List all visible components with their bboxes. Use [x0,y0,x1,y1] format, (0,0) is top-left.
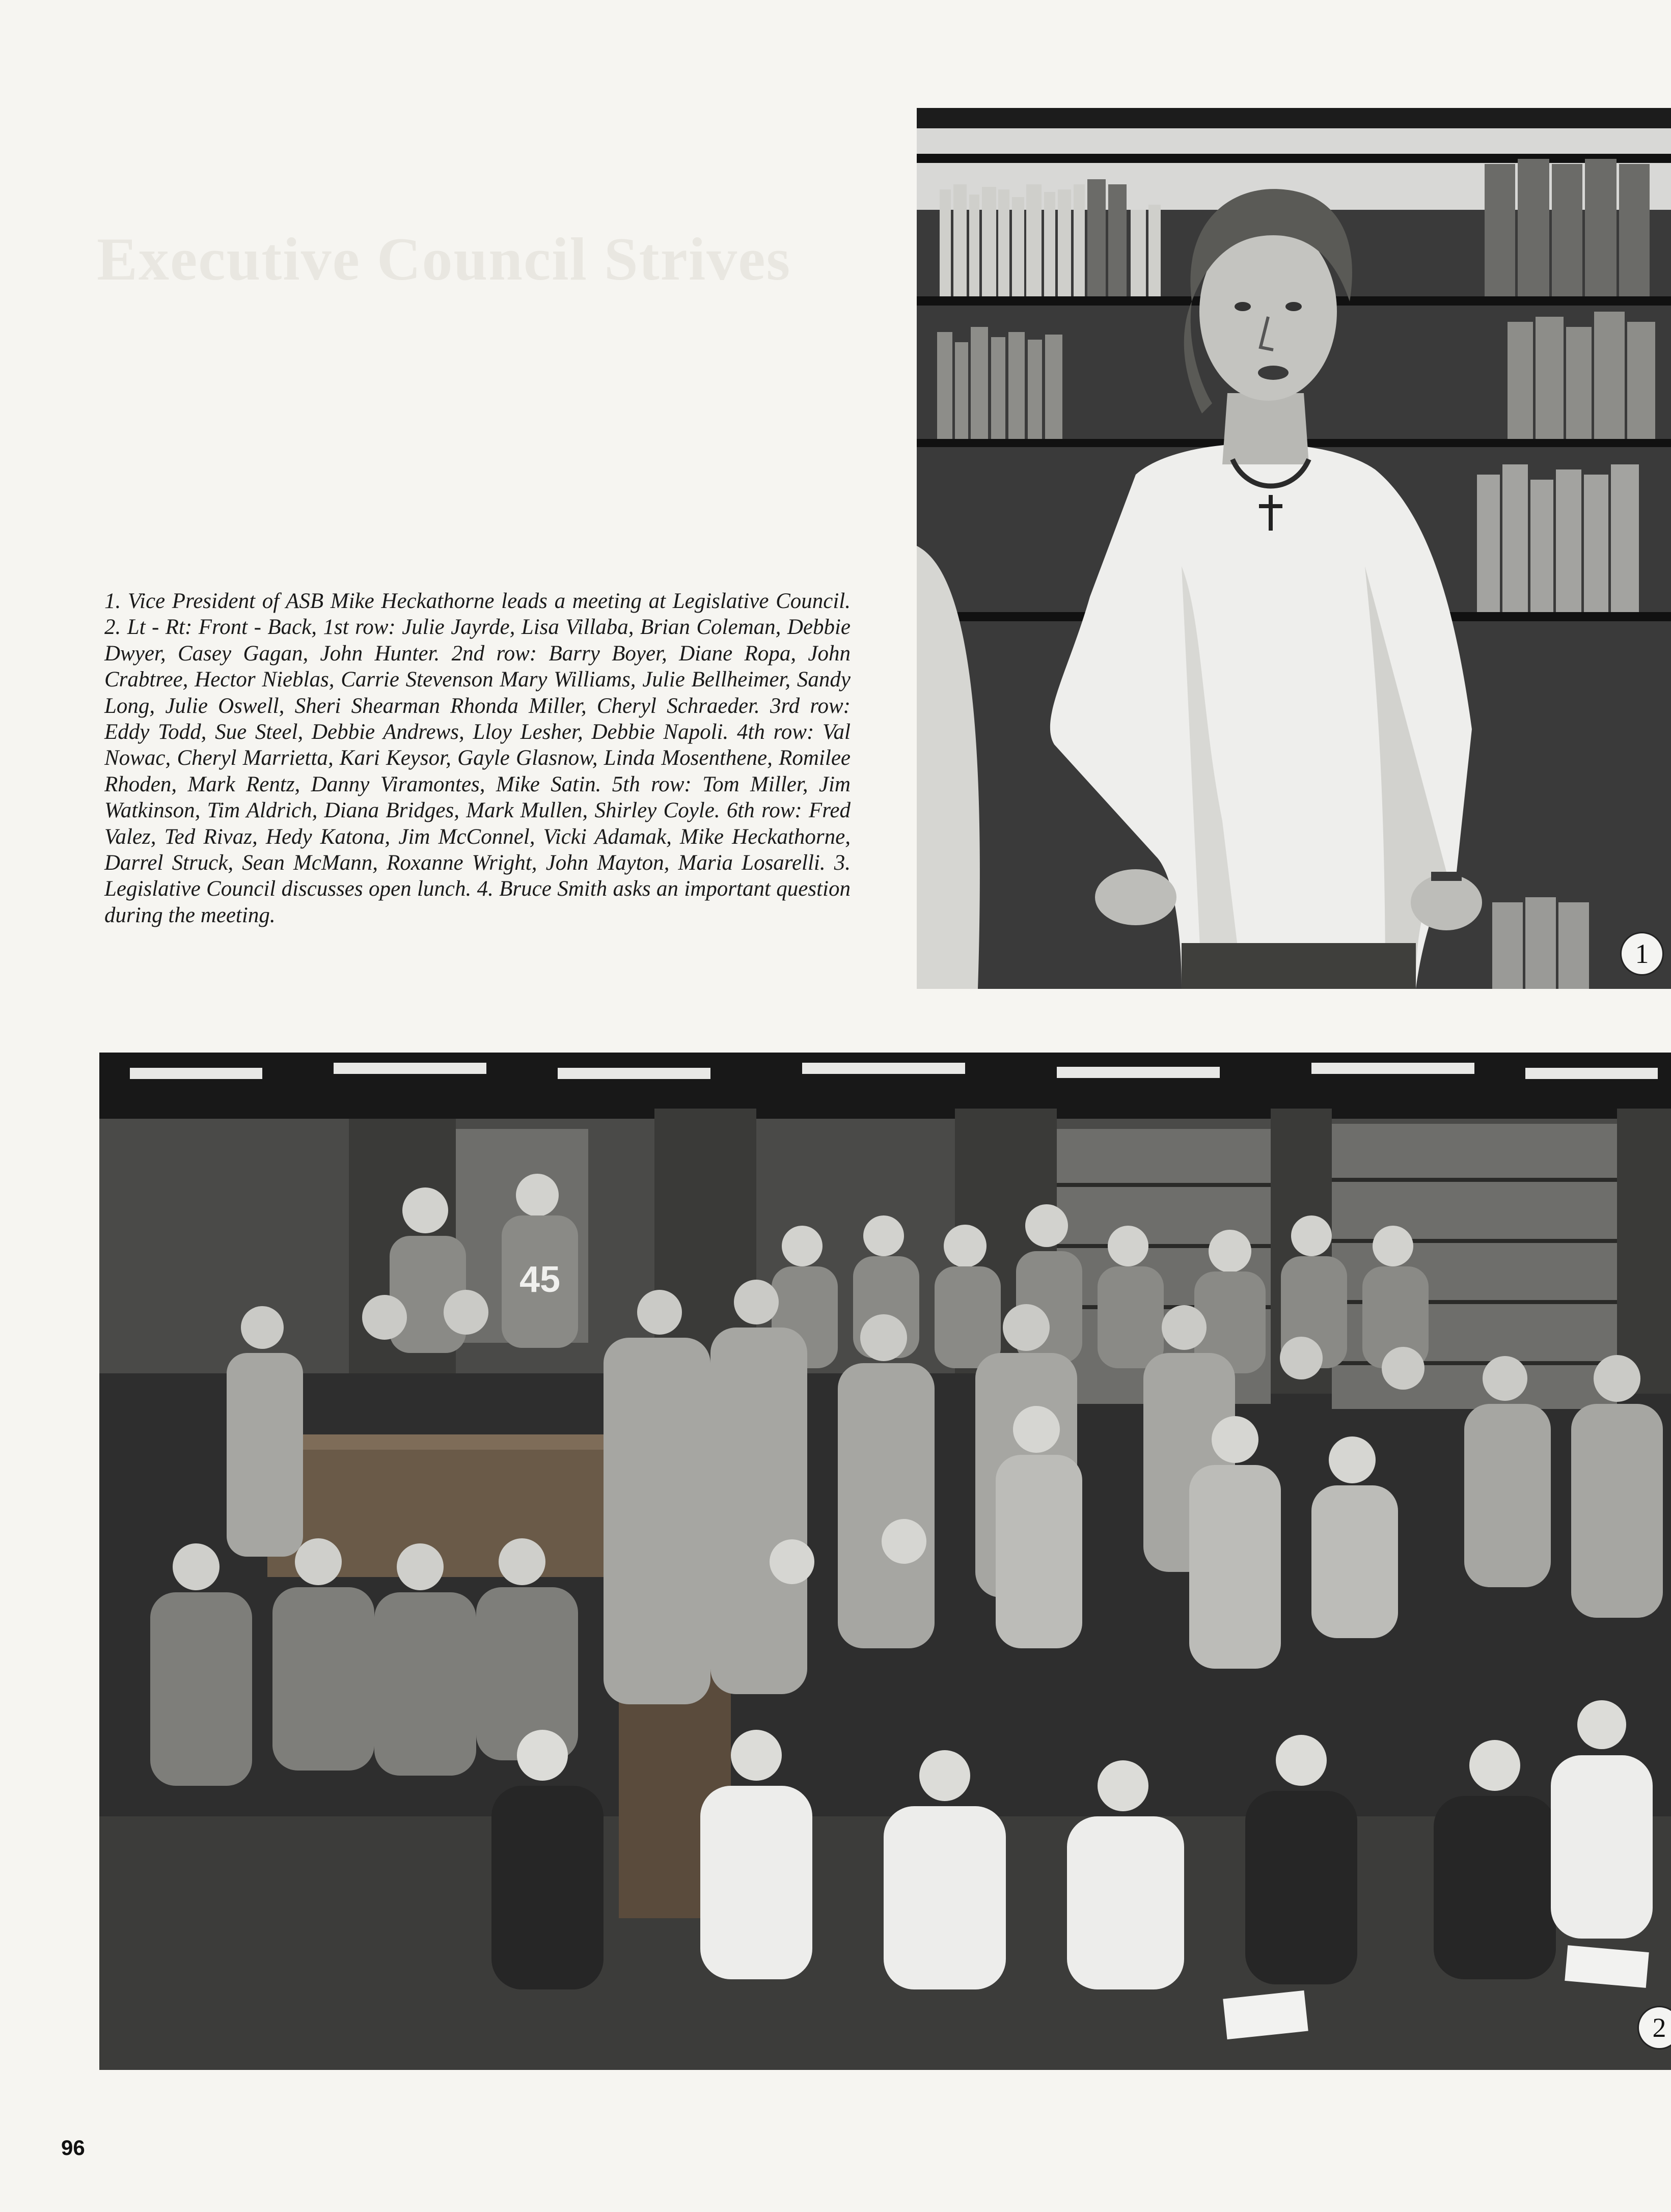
page-number: 96 [61,2136,85,2160]
photo-speaker [917,108,1671,989]
speaker-photo-illustration [917,108,1671,989]
group-photo-illustration [99,1053,1671,2070]
photo-caption: 1. Vice President of ASB Mike Heckathorne leads a meeting at Legislative Council. 2. Lt - Rt: Front - Back, 1st row: Julie Jayrde, Lisa Villaba, Brian Coleman, Debbie Dwyer, Casey Gagan, John Hunter. 2nd row: Barry Boyer, Diane Ropa, John Crabtree, Hector Nieblas, Carrie Stevenson Mary Williams, Julie Bellheimer, Sandy Long, Julie Oswell, Sheri Shearman Rhonda Miller, Cheryl Schraeder. 3rd row: Eddy Todd, Sue Steel, Debbie Andrews, Lloy Lesher, Debbie Napoli. 4th row: Val Nowac, Cheryl Marrietta, Kari Keysor, Gayle Glasnow, Linda Mosenthene, Romilee Rhoden, Mark Rentz, Danny Viramontes, Mike Satin. 5th row: Tom Miller, Jim Watkinson, Tim Aldrich, Diana Bridges, Mark Mullen, Shirley Coyle. 6th row: Fred Valez, Ted Rivaz, Hedy Katona, Jim McConnel, Vicki Adamak, Mike Heckathorne, Darrel Struck, Sean McMann, Roxanne Wright, John Mayton, Maria Losarelli. 3. Legislative Council discusses open lunch. 4. Bruce Smith asks an important question during the meeting. [104,589,851,927]
photo-number-badge: 1 [1620,932,1664,976]
photo-number-badge: 2 [1637,2006,1671,2050]
show-through-text: Executive Council Strives [97,225,791,293]
jersey-number: 45 [519,1259,561,1300]
photo-group [99,1053,1671,2070]
